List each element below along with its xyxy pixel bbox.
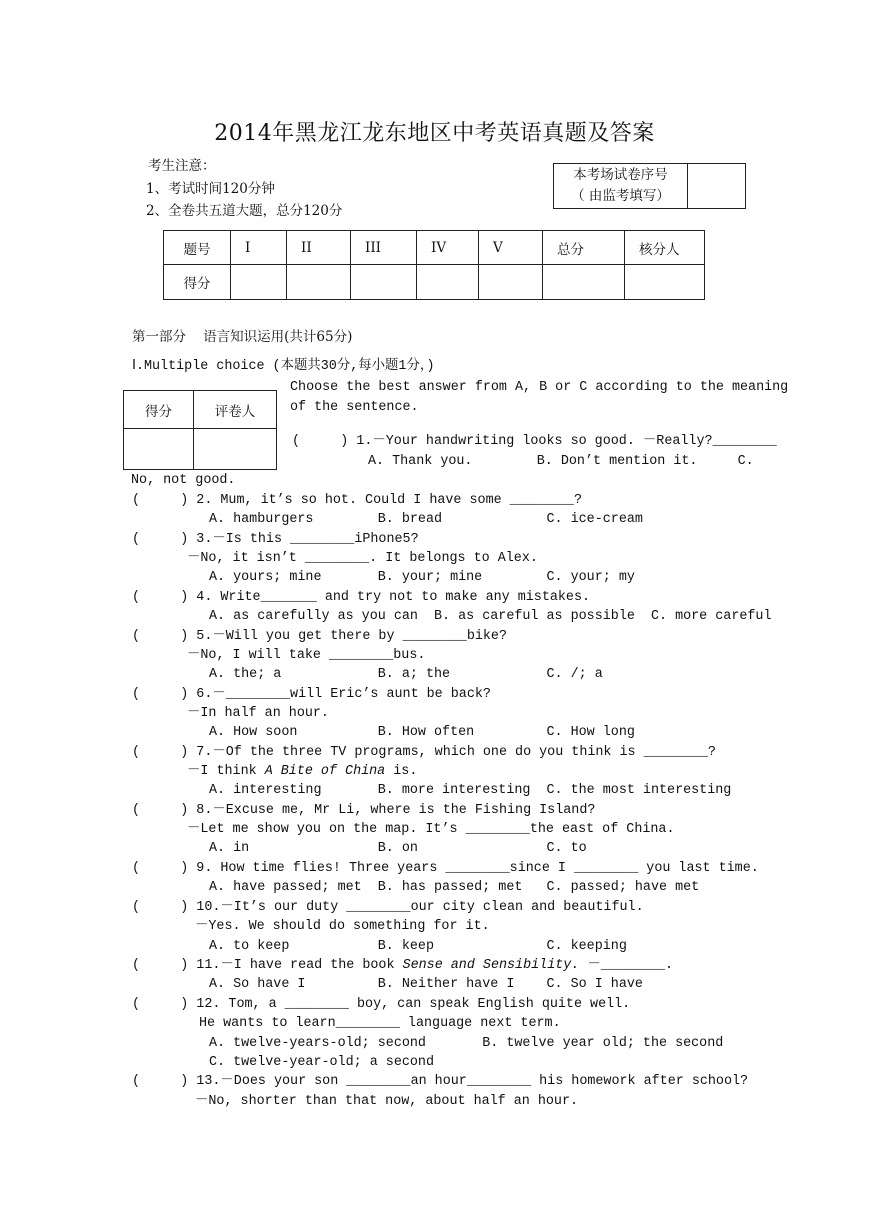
question-7-options: A. interesting B. more interesting C. the most interesting <box>209 783 732 798</box>
notice-line-1: 1、考试时间120分钟 <box>146 181 275 197</box>
question-8-response: －Let me show you on the map. It’s ________the east of China. <box>187 822 675 837</box>
question-6-options: A. How soon B. How often C. How long <box>209 725 635 740</box>
question-11-options: A. So have I B. Neither have I C. So I have <box>209 977 643 992</box>
question-7: ( ) 7.－Of the three TV programs, which one do you think is ________? <box>132 745 716 760</box>
question-1-continuation: No, not good. <box>131 473 236 488</box>
grader-col-grader: 评卷人 <box>194 391 277 429</box>
serial-number-field[interactable] <box>688 164 746 209</box>
question-4-options: A. as carefully as you can B. as careful as possible C. more careful <box>209 609 772 624</box>
notice-line-2: 2、全卷共五道大题，总分120分 <box>146 203 343 219</box>
question-7-response-title: A Bite of China <box>264 764 386 779</box>
grader-box <box>123 390 277 470</box>
section-heading: Ⅰ.Multiple choice (本题共30分,每小题1分，) <box>132 359 435 374</box>
question-2: ( ) 2. Mum, it’s so hot. Could I have some ________? <box>132 493 582 508</box>
score-table-header: II <box>287 231 351 265</box>
score-table-header: 题号 <box>164 231 231 265</box>
score-table-header: I <box>231 231 287 265</box>
question-5: ( ) 5.－Will you get there by ________bike? <box>132 629 507 644</box>
score-row-label: 得分 <box>164 265 231 300</box>
score-table-header: III <box>351 231 417 265</box>
notice-heading: 考生注意： <box>148 158 216 174</box>
question-5-options: A. the; a B. a; the C. /; a <box>209 667 603 682</box>
question-12-options-2: C. twelve-year-old; a second <box>209 1055 434 1070</box>
score-table-header: V <box>479 231 543 265</box>
score-cell[interactable] <box>231 265 287 300</box>
score-cell[interactable] <box>543 265 625 300</box>
question-12: ( ) 12. Tom, a ________ boy, can speak English quite well. <box>132 997 631 1012</box>
question-10: ( ) 10.－It’s our duty ________our city clean and beautiful. <box>132 900 644 915</box>
question-12-continuation: He wants to learn________ language next term. <box>199 1016 561 1031</box>
question-6-response: －In half an hour. <box>187 706 329 721</box>
question-7-response-post: is. <box>385 764 418 779</box>
question-1: ( ) 1.－Your handwriting looks so good. －Really?________ <box>292 434 777 449</box>
question-11 <box>132 956 673 976</box>
score-cell[interactable] <box>351 265 417 300</box>
score-cell[interactable] <box>625 265 705 300</box>
score-cell[interactable] <box>417 265 479 300</box>
question-6: ( ) 6.－________will Eric’s aunt be back? <box>132 687 491 702</box>
question-9-options: A. have passed; met B. has passed; met C. passed; have met <box>209 880 700 895</box>
grader-score-cell[interactable] <box>124 429 194 470</box>
question-10-options: A. to keep B. keep C. keeping <box>209 939 627 954</box>
question-13: ( ) 13.－Does your son ________an hour________ his homework after school? <box>132 1074 749 1089</box>
instruction-line-2: of the sentence. <box>290 400 419 415</box>
page-title: 2014年黑龙江龙东地区中考英语真题及答案 <box>214 121 655 146</box>
grader-col-score: 得分 <box>124 391 194 429</box>
score-table <box>163 230 705 300</box>
question-7-response-pre: －I think <box>187 764 265 779</box>
question-13-response: －No, shorter than that now, about half an hour. <box>195 1094 579 1109</box>
question-8: ( ) 8.－Excuse me, Mr Li, where is the Fishing Island? <box>132 803 596 818</box>
question-11-post: －________. <box>579 958 674 973</box>
question-10-response: －Yes. We should do something for it. <box>195 919 490 934</box>
instruction-line-1: Choose the best answer from A, B or C according to the meaning <box>290 380 789 395</box>
question-11-title: Sense and Sensibility. <box>402 958 580 973</box>
score-table-header: 总分 <box>543 231 625 265</box>
part-heading: 第一部分 语言知识运用(共计65分) <box>132 329 353 345</box>
score-cell[interactable] <box>287 265 351 300</box>
serial-number-box <box>553 163 746 209</box>
question-1-options: A. Thank you. B. Don’t mention it. C. <box>368 454 754 469</box>
score-cell[interactable] <box>479 265 543 300</box>
question-3-options: A. yours; mine B. your; mine C. your; my <box>209 570 635 585</box>
question-9: ( ) 9. How time flies! Three years ________since I ________ you last time. <box>132 861 759 876</box>
question-3-response: －No, it isn’t ________. It belongs to Alex. <box>187 551 538 566</box>
question-5-response: －No, I will take ________bus. <box>187 648 426 663</box>
question-3: ( ) 3.－Is this ________iPhone5? <box>132 532 419 547</box>
question-7-response <box>187 762 417 782</box>
question-2-options: A. hamburgers B. bread C. ice-cream <box>209 512 643 527</box>
question-4: ( ) 4. Write_______ and try not to make any mistakes. <box>132 590 591 605</box>
grader-name-cell[interactable] <box>194 429 277 470</box>
question-11-pre: ( ) 11.－I have read the book <box>132 958 403 973</box>
question-12-options: A. twelve-years-old; second B. twelve year old; the second <box>209 1036 724 1051</box>
serial-box-line-1: 本考场试卷序号 <box>573 167 668 183</box>
serial-box-line-2: （ 由监考填写） <box>571 188 670 204</box>
question-8-options: A. in B. on C. to <box>209 841 587 856</box>
score-table-header: 核分人 <box>625 231 705 265</box>
score-table-header: IV <box>417 231 479 265</box>
